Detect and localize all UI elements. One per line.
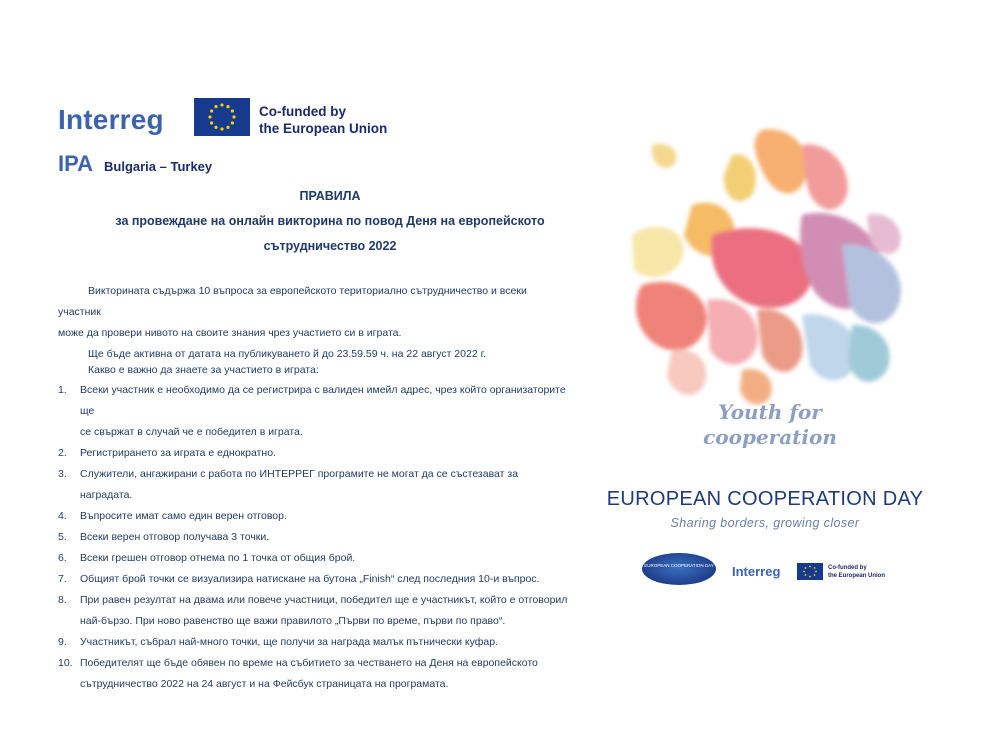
rule-item — [58, 548, 568, 569]
eu-cofunded-text — [259, 103, 387, 137]
rule-item — [58, 527, 568, 548]
rule-text: При равен резултат на двама или повече участници, победител ще е участникът, който е отговорил — [80, 594, 568, 606]
document-title — [100, 184, 560, 259]
interreg-logo: Interreg — [58, 104, 164, 135]
rule-number: 9. — [58, 636, 67, 648]
rule-item — [58, 380, 568, 443]
rule-item — [58, 569, 568, 590]
rule-number: 5. — [58, 531, 67, 543]
small-interreg-logo: Interreg — [732, 564, 781, 579]
rule-text: Служители, ангажирани с работа по ИНТЕРРЕГ програмите не могат да се състезават за наградата. — [80, 468, 519, 501]
small-eu-line2: the European Union — [828, 573, 885, 579]
youth-line1: Youth for — [718, 400, 822, 424]
eu-text-line2: the European Union — [259, 121, 388, 136]
rule-item — [58, 506, 568, 527]
small-eu-flag-icon — [797, 563, 823, 580]
youth-line2: cooperation — [703, 425, 837, 449]
rule-item — [58, 443, 568, 464]
rule-number: 4. — [58, 510, 67, 522]
rule-text: Всеки участник е необходимо да се регистрира с валиден имейл адрес, чрез който организаторите ще — [80, 384, 566, 417]
intro-section — [58, 281, 558, 365]
rule-text: Общият брой точки се визуализира натискане на бутона „Finish“ след последния 10-и въпрос. — [80, 573, 540, 585]
rule-text-cont: най-бързо. При ново равенство ще важи правилото „Първи по време, първи по право“. — [80, 615, 506, 627]
rule-number: 6. — [58, 552, 67, 564]
rules-intro: Какво е важно да знаете за участието в играта: — [88, 364, 319, 376]
rule-text: Участникът, събрал най-много точки, ще получи за награда малък пътнически куфар. — [80, 636, 498, 648]
rule-item — [58, 464, 568, 506]
rule-number: 2. — [58, 447, 67, 459]
rule-text: Въпросите имат само един верен отговор. — [80, 510, 287, 522]
rule-text: Регистрирането за играта е еднократно. — [80, 447, 276, 459]
youth-for-cooperation — [700, 400, 840, 450]
rule-text: Всеки верен отговор получава 3 точки. — [80, 531, 270, 543]
rule-number: 7. — [58, 573, 67, 585]
rule-item — [58, 590, 568, 632]
title-line3: сътрудничество 2022 — [263, 239, 397, 253]
rule-text-cont: сътрудничество 2022 на 24 август и на Фейсбук страницата на програмата. — [80, 678, 449, 690]
rules-list — [58, 380, 568, 695]
small-eu-text — [828, 564, 885, 580]
rule-text: Всеки грешен отговор отнема по 1 точка от общия брой. — [80, 552, 356, 564]
rule-item — [58, 632, 568, 653]
intro-p1b: може да провери нивото на своите знания чрез участието си в играта. — [58, 327, 402, 339]
ecd-title: EUROPEAN COOPERATION DAY — [606, 488, 924, 510]
rule-number: 8. — [58, 594, 67, 606]
rule-text-cont: се свържат в случай че е победител в играта. — [80, 426, 303, 438]
ecd-subtitle: Sharing borders, growing closer — [670, 516, 860, 530]
rule-number: 3. — [58, 468, 67, 480]
intro-p2: Ще бъде активна от датата на публикуването й до 23.59.59 ч. на 22 август 2022 г. — [88, 348, 487, 360]
rule-number: 10. — [58, 657, 73, 669]
europe-map-illustration — [612, 125, 912, 415]
badge-text: EUROPEAN COOPERATION DAY — [644, 563, 714, 568]
eu-flag-icon — [194, 98, 250, 136]
title-line1: ПРАВИЛА — [299, 189, 361, 203]
rule-item — [58, 653, 568, 695]
eu-text-line1: Co-funded by — [259, 104, 346, 119]
small-eu-line1: Co-funded by — [828, 565, 867, 571]
ipa-logo: IPA — [58, 151, 94, 176]
title-line2: за провеждане на онлайн викторина по повод Деня на европейското — [115, 214, 545, 228]
rule-text: Победителят ще бъде обявен по време на събитието за честването на Деня на европейското — [80, 657, 538, 669]
ipa-subtitle: Bulgaria – Turkey — [104, 159, 213, 174]
rule-number: 1. — [58, 384, 67, 396]
ecd-badge-logo — [642, 553, 716, 585]
intro-p1a: Викторината съдържа 10 въпроса за европейското териториално сътрудничество и всеки участник — [58, 285, 527, 318]
